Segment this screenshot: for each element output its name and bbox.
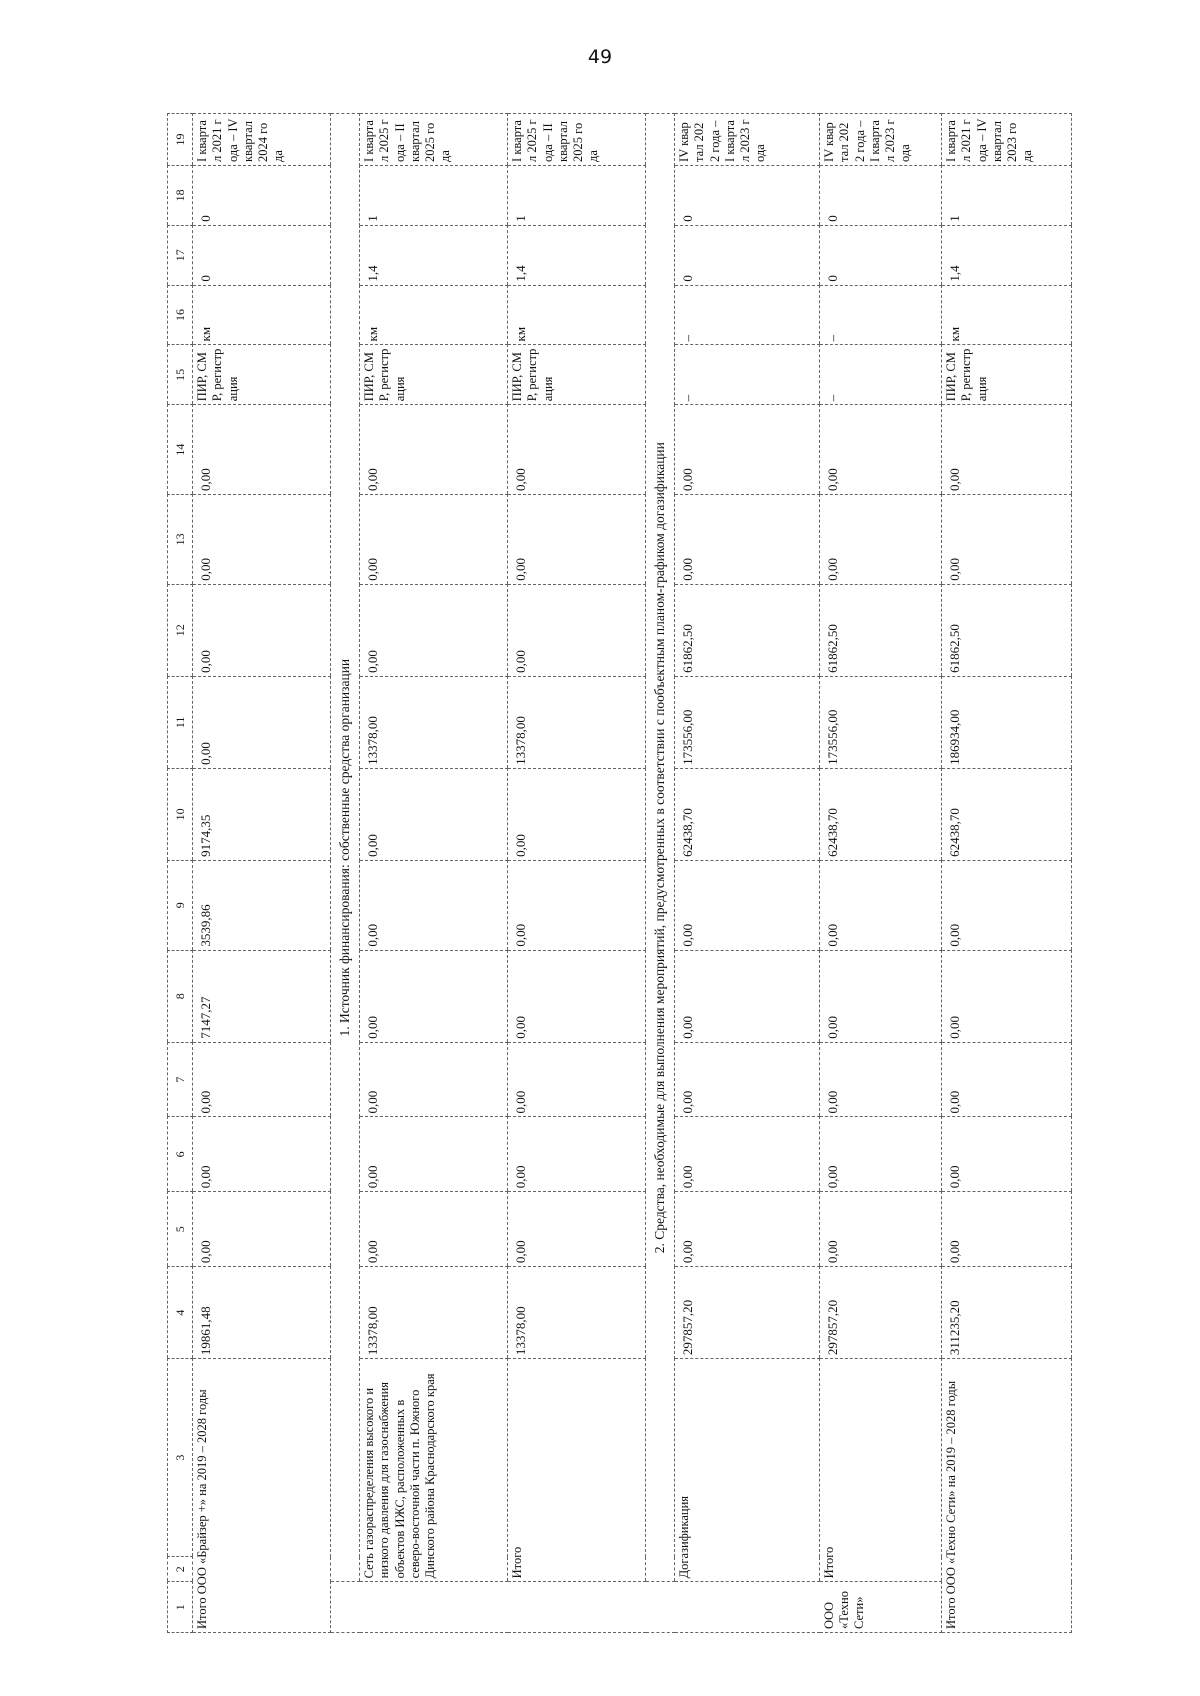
cell-c5: 0,00 xyxy=(508,1192,646,1267)
cell-c11: 173556,00 xyxy=(820,676,942,768)
col-num-7: 7 xyxy=(168,1042,193,1117)
cell-c12: 0,00 xyxy=(193,584,331,676)
cell-c4: 311235,20 xyxy=(942,1267,1072,1359)
cell-c9: 0,00 xyxy=(675,860,820,950)
cell-c5: 0,00 xyxy=(675,1192,820,1267)
table-row-total-2 xyxy=(820,114,942,1633)
col-num-8: 8 xyxy=(168,950,193,1042)
cell-period: IV квартал 2022 года – I квартал 2023 года xyxy=(820,114,942,166)
cell-period: I квартал 2025 года – II квартал 2025 года xyxy=(508,114,646,166)
org-cell xyxy=(646,1582,675,1633)
cell-unit: – xyxy=(675,285,820,345)
cell-period: I квартал 2021 года – IV квартал 2024 года xyxy=(193,114,331,166)
col-num-18: 18 xyxy=(168,165,193,225)
cell-c10: 9174,35 xyxy=(193,768,331,860)
cell-c12: 61862,50 xyxy=(942,584,1072,676)
cell-c17: 0 xyxy=(193,225,331,285)
col-num-3: 3 xyxy=(168,1359,193,1557)
cell-c11: 13378,00 xyxy=(508,676,646,768)
investment-table xyxy=(167,113,1072,1633)
cell-c7: 0,00 xyxy=(193,1042,331,1117)
cell-c6: 0,00 xyxy=(820,1117,942,1192)
cell-unit: км xyxy=(360,285,508,345)
table-row-total-1 xyxy=(508,114,646,1633)
cell-c6: 0,00 xyxy=(193,1117,331,1192)
col-num-9: 9 xyxy=(168,860,193,950)
cell-c7: 0,00 xyxy=(675,1042,820,1117)
table-row-dogaz xyxy=(675,114,820,1633)
cell-c17: 1,4 xyxy=(360,225,508,285)
col-num-15: 15 xyxy=(168,345,193,405)
cell-c4: 297857,20 xyxy=(675,1267,820,1359)
cell-c11: 13378,00 xyxy=(360,676,508,768)
cell-c7: 0,00 xyxy=(820,1042,942,1117)
cell-c13: 0,00 xyxy=(508,495,646,585)
row-label: Итого xyxy=(820,1359,942,1582)
col-num-14: 14 xyxy=(168,405,193,495)
row-label: Итого ООО «Техно Сети» на 2019 – 2028 годы xyxy=(942,1359,1072,1633)
page-number: 49 xyxy=(587,46,613,68)
cell-period: I квартал 2025 года – II квартал 2025 года xyxy=(360,114,508,166)
col-num-16: 16 xyxy=(168,285,193,345)
col-num-12: 12 xyxy=(168,584,193,676)
cell-c11: 0,00 xyxy=(193,676,331,768)
cell-work-type: ПИР, СМР, регистрация xyxy=(360,345,508,405)
cell-c8: 0,00 xyxy=(820,950,942,1042)
cell-c18: 0 xyxy=(675,165,820,225)
cell-c6: 0,00 xyxy=(675,1117,820,1192)
col-num-17: 17 xyxy=(168,225,193,285)
cell-c12: 61862,50 xyxy=(675,584,820,676)
cell-c10: 62438,70 xyxy=(942,768,1072,860)
cell-c18: 1 xyxy=(942,165,1072,225)
col-num-2: 2 xyxy=(168,1557,193,1582)
table-row-total-brizer xyxy=(193,114,331,1633)
org-cell xyxy=(508,1582,646,1633)
cell-c17: 1,4 xyxy=(942,225,1072,285)
col-num-6: 6 xyxy=(168,1117,193,1192)
cell-work-type: – xyxy=(675,345,820,405)
column-number-row xyxy=(168,114,193,1633)
cell-c8: 0,00 xyxy=(360,950,508,1042)
cell-c4: 297857,20 xyxy=(820,1267,942,1359)
cell-c14: 0,00 xyxy=(675,405,820,495)
table-row-total-techno xyxy=(942,114,1072,1633)
cell-c8: 0,00 xyxy=(942,950,1072,1042)
cell-unit: км xyxy=(508,285,646,345)
col-num-5: 5 xyxy=(168,1192,193,1267)
cell-c4: 13378,00 xyxy=(360,1267,508,1359)
cell-c13: 0,00 xyxy=(820,495,942,585)
cell-c14: 0,00 xyxy=(193,405,331,495)
cell-c8: 0,00 xyxy=(675,950,820,1042)
cell-object: Сеть газораспределения высокого и низкого давления для газоснабжения объектов ИЖС, расположенных в северо-восточной части п. Южного Динского района Краснодарского края xyxy=(360,1359,508,1582)
cell-c12: 61862,50 xyxy=(820,584,942,676)
cell-c8: 7147,27 xyxy=(193,950,331,1042)
cell-unit: км xyxy=(193,285,331,345)
cell-c9: 0,00 xyxy=(820,860,942,950)
cell-work-type: ПИР, СМР, регистрация xyxy=(193,345,331,405)
cell-c5: 0,00 xyxy=(360,1192,508,1267)
col-num-1: 1 xyxy=(168,1582,193,1633)
cell-c13: 0,00 xyxy=(942,495,1072,585)
rotated-table-container xyxy=(167,113,1102,1633)
org-cell xyxy=(675,1582,820,1633)
cell-c13: 0,00 xyxy=(675,495,820,585)
cell-c11: 186934,00 xyxy=(942,676,1072,768)
cell-c14: 0,00 xyxy=(360,405,508,495)
cell-c12: 0,00 xyxy=(508,584,646,676)
cell-c6: 0,00 xyxy=(942,1117,1072,1192)
cell-c4: 19861,48 xyxy=(193,1267,331,1359)
cell-period: IV квартал 2022 года – I квартал 2023 года xyxy=(675,114,820,166)
cell-c5: 0,00 xyxy=(193,1192,331,1267)
col-num-11: 11 xyxy=(168,676,193,768)
cell-c12: 0,00 xyxy=(360,584,508,676)
org-cell xyxy=(360,1582,508,1633)
cell-work-type: – xyxy=(820,345,942,405)
table-row-network xyxy=(360,114,508,1633)
cell-c17: 1,4 xyxy=(508,225,646,285)
section-title-2: 2. Средства, необходимые для выполнения мероприятий, предусмотренных в соответствии с пообъектным планом-графиком догазификации xyxy=(646,114,675,1582)
cell-c14: 0,00 xyxy=(508,405,646,495)
col-num-10: 10 xyxy=(168,768,193,860)
cell-c4: 13378,00 xyxy=(508,1267,646,1359)
cell-c10: 62438,70 xyxy=(820,768,942,860)
cell-c7: 0,00 xyxy=(942,1042,1072,1117)
cell-c6: 0,00 xyxy=(360,1117,508,1192)
table-row-section-2 xyxy=(646,114,675,1633)
cell-c5: 0,00 xyxy=(942,1192,1072,1267)
col-num-13: 13 xyxy=(168,495,193,585)
cell-c10: 62438,70 xyxy=(675,768,820,860)
cell-c9: 0,00 xyxy=(508,860,646,950)
cell-c17: 0 xyxy=(675,225,820,285)
row-label: Догазификация xyxy=(675,1359,820,1582)
cell-c9: 0,00 xyxy=(942,860,1072,950)
col-num-19: 19 xyxy=(168,114,193,166)
cell-c5: 0,00 xyxy=(820,1192,942,1267)
cell-c13: 0,00 xyxy=(193,495,331,585)
cell-c9: 0,00 xyxy=(360,860,508,950)
cell-c11: 173556,00 xyxy=(675,676,820,768)
org-cell-top xyxy=(331,1582,360,1633)
cell-c7: 0,00 xyxy=(508,1042,646,1117)
cell-c8: 0,00 xyxy=(508,950,646,1042)
cell-c17: 0 xyxy=(820,225,942,285)
cell-work-type: ПИР, СМР, регистрация xyxy=(508,345,646,405)
cell-unit: – xyxy=(820,285,942,345)
row-label: Итого xyxy=(508,1359,646,1582)
cell-work-type: ПИР, СМР, регистрация xyxy=(942,345,1072,405)
row-label: Итого ООО «Брайзер +» на 2019 – 2028 годы xyxy=(193,1359,331,1633)
section-title-1: 1. Источник финансирования: собственные средства организации xyxy=(331,114,360,1582)
org-cell-bottom: ООО «Техно Сети» xyxy=(820,1582,942,1633)
cell-c9: 3539,86 xyxy=(193,860,331,950)
cell-c10: 0,00 xyxy=(360,768,508,860)
cell-unit: км xyxy=(942,285,1072,345)
cell-period: I квартал 2021 года – IV квартал 2023 года xyxy=(942,114,1072,166)
cell-c18: 1 xyxy=(508,165,646,225)
cell-c18: 0 xyxy=(820,165,942,225)
table-row-section-1 xyxy=(331,114,360,1633)
cell-c14: 0,00 xyxy=(942,405,1072,495)
cell-c14: 0,00 xyxy=(820,405,942,495)
cell-c18: 0 xyxy=(193,165,331,225)
cell-c7: 0,00 xyxy=(360,1042,508,1117)
cell-c10: 0,00 xyxy=(508,768,646,860)
col-num-4: 4 xyxy=(168,1267,193,1359)
cell-c13: 0,00 xyxy=(360,495,508,585)
cell-c18: 1 xyxy=(360,165,508,225)
cell-c6: 0,00 xyxy=(508,1117,646,1192)
